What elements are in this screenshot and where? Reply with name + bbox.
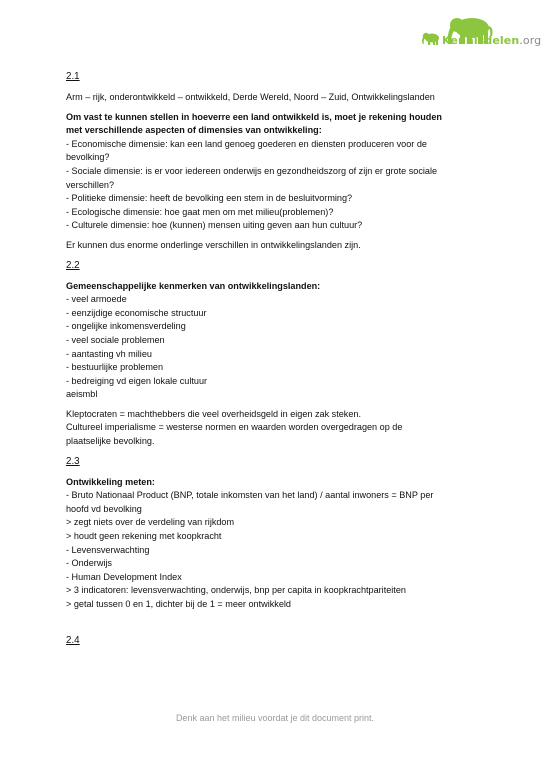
section-heading-2-2: 2.2 [66,259,80,271]
list-item: - eenzijdige economische structuur [66,307,207,318]
section-heading-2-1: 2.1 [66,71,80,82]
intro-line-1: Om vast te kunnen stellen in hoeverre een land ontwikkeld is, moet je rekening houden [66,111,442,122]
list-item: - veel sociale problemen [66,334,165,345]
definition-imperialisme-1: Cultureel imperialisme = westerse normen en waarden worden overgedragen op de [66,422,403,433]
footer-note: Denk aan het milieu voordat je dit document print. [175,713,375,723]
measure-line: > houdt geen rekening met koopkracht [66,531,222,542]
dimension-economic-2: bevolking? [66,152,110,163]
list-item: - bestuurlijke problemen [66,362,164,373]
measuring-title: Ontwikkeling meten: [66,476,155,487]
document-content [66,70,496,655]
characteristics-title: Gemeenschappelijke kenmerken van ontwikkelingslanden: [66,280,321,291]
dimension-ecological: - Ecologische dimensie: hoe gaat men om met milieu(problemen)? [66,206,334,217]
section-heading-2-3: 2.3 [66,455,80,467]
list-item: - veel armoede [66,294,127,305]
kennisdelen-logo[interactable] [418,14,542,54]
measure-line: > 3 indicatoren: levensverwachting, onderwijs, bnp per capita in koopkrachtpariteiten [66,585,406,596]
list-item: - bedreiging vd eigen lokale cultuur [66,375,208,386]
list-item: aeismbl [66,389,98,400]
measure-line: > getal tussen 0 en 1, dichter bij de 1 = meer ontwikkeld [66,599,291,609]
measure-line: - Bruto Nationaal Product (BNP, totale inkomsten van het land) / aantal inwoners = BNP per [66,490,434,501]
terms-line: Arm – rijk, onderontwikkeld – ontwikkeld, Derde Wereld, Noord – Zuid, Ontwikkelingslanden [66,92,435,102]
logo-wordmark: Kennisdelen.org [442,34,542,47]
dimension-political: - Politieke dimensie: heeft de bevolking een stem in de besluitvorming? [66,193,353,204]
conclusion-line: Er kunnen dus enorme onderlinge verschillen in ontwikkelingslanden zijn. [66,239,361,250]
list-item: - aantasting vh milieu [66,348,152,359]
dimension-social-2: verschillen? [66,179,115,190]
measure-line: hoofd vd bevolking [66,503,142,514]
dimension-social-1: - Sociale dimensie: is er voor iedereen onderwijs en gezondheidszorg of zijn er grote sociale [66,165,438,176]
list-item: - ongelijke inkomensverdeling [66,321,186,332]
measure-line: - Onderwijs [66,558,112,569]
measure-line: - Levensverwachting [66,544,150,555]
measure-line: - Human Development Index [66,571,182,582]
dimension-cultural: - Culturele dimensie: hoe (kunnen) mensen uiting geven aan hun cultuur? [66,220,363,231]
definition-kleptocraten: Kleptocraten = machthebbers die veel overheidsgeld in eigen zak steken. [66,408,361,419]
section-heading-2-4: 2.4 [66,634,80,646]
definition-imperialisme-2: plaatselijke bevolking. [66,436,155,447]
measure-line: > zegt niets over de verdeling van rijkdom [66,517,235,528]
intro-line-2: met verschillende aspecten of dimensies van ontwikkeling: [66,125,322,136]
dimension-economic-1: - Economische dimensie: kan een land genoeg goederen en diensten produceren voor de [66,138,427,149]
